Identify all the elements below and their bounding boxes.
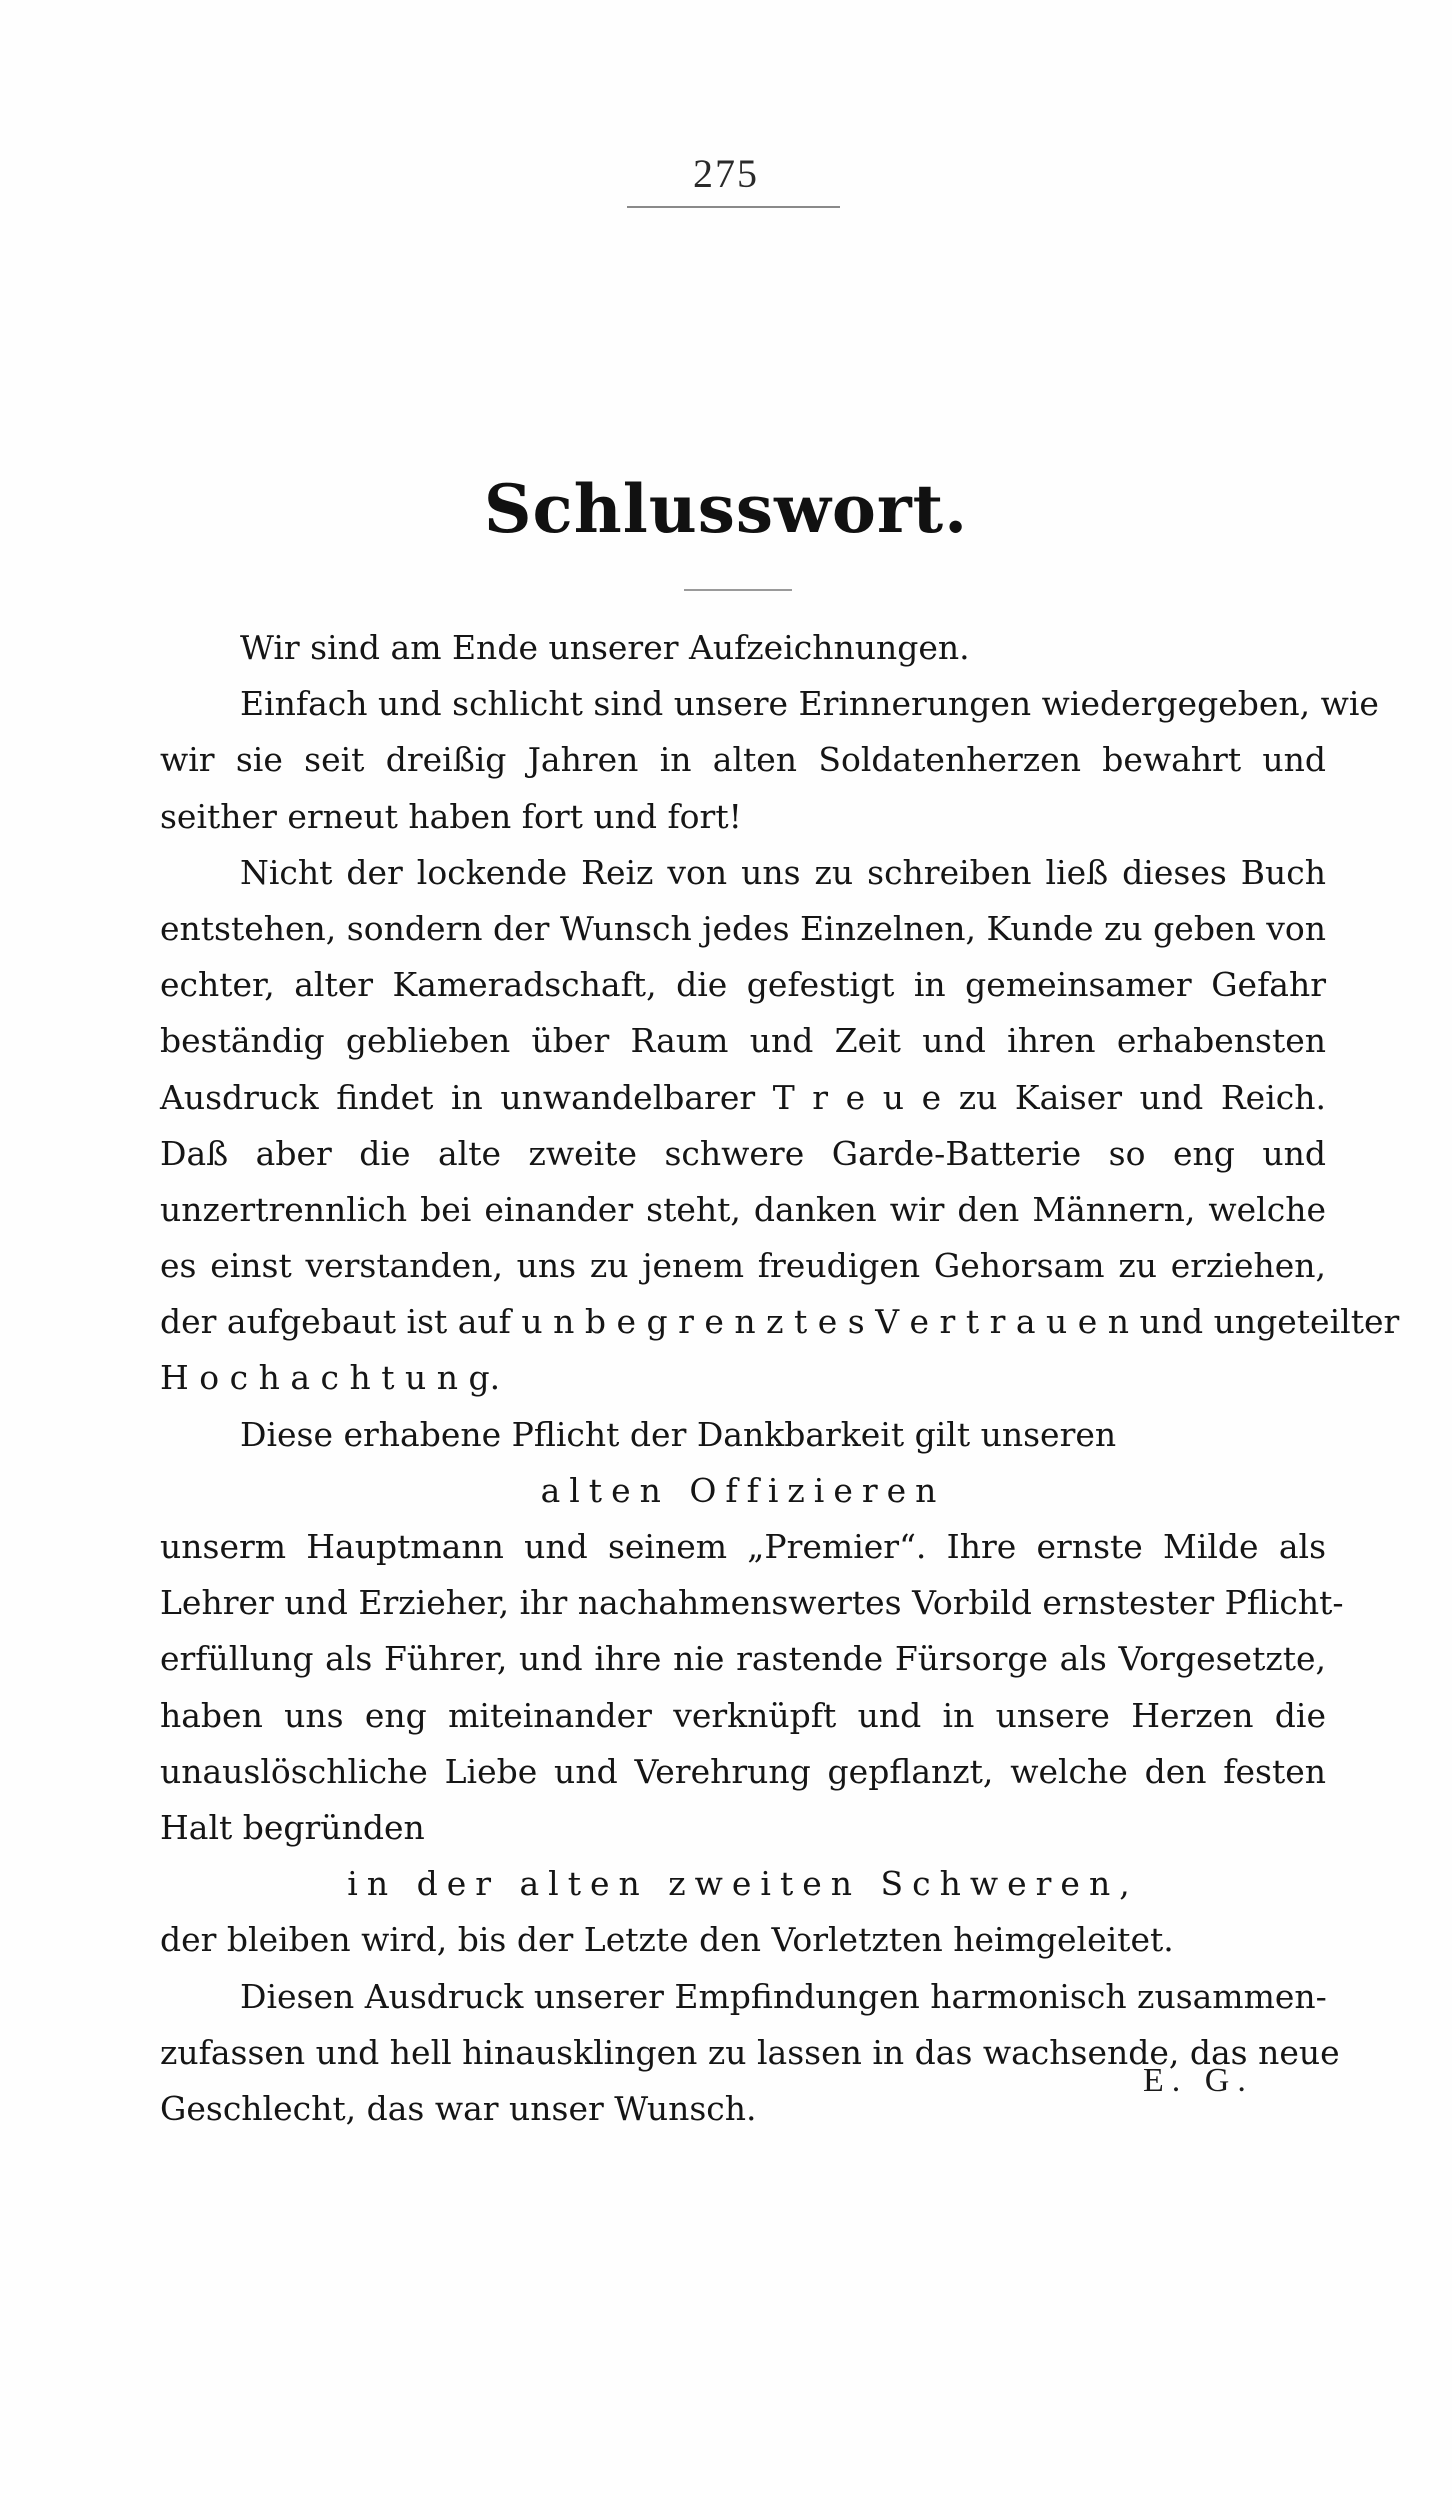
- text-line: Daß aber die alte zweite schwere Garde-Batterie so eng und: [160, 1133, 1326, 1173]
- text-line: wir sie seit dreißig Jahren in alten Soldatenherzen bewahrt und: [160, 740, 1326, 780]
- text-line: echter, alter Kameradschaft, die gefestigt in gemeinsamer Gefahr: [160, 965, 1326, 1005]
- text-line: Ausdruck findet in unwandelbarer T r e u e zu Kaiser und Reich.: [160, 1077, 1326, 1117]
- author-signature: E. G.: [1143, 2062, 1254, 2099]
- title-rule: [684, 589, 792, 591]
- text-line: H o c h a c h t u n g.: [160, 1358, 501, 1398]
- text-line: Halt begründen: [160, 1807, 425, 1847]
- text-line: Wir sind am Ende unserer Aufzeichnungen.: [240, 628, 970, 667]
- text-line: beständig geblieben über Raum und Zeit und ihren erhabensten: [160, 1021, 1326, 1061]
- page-number: 275: [693, 151, 759, 196]
- emphasized-line: alten Offizieren: [540, 1470, 946, 1510]
- header-rule: [627, 206, 840, 208]
- text-line: seither erneut haben fort und fort!: [160, 796, 742, 836]
- text-line: Lehrer und Erzieher, ihr nachahmenswertes Vorbild ernstester Pflicht-: [160, 1583, 1344, 1623]
- text-line: der aufgebaut ist auf u n b e g r e n z t e s V e r t r a u e n und ungeteilter: [160, 1302, 1400, 1342]
- body-text: [160, 620, 1400, 2137]
- text-line: haben uns eng miteinander verknüpft und in unsere Herzen die: [160, 1695, 1326, 1735]
- text-line: unauslöschliche Liebe und Verehrung gepflanzt, welche den festen: [160, 1751, 1326, 1791]
- emphasized-line: in der alten zweiten Schweren,: [347, 1864, 1139, 1904]
- text-line: entstehen, sondern der Wunsch jedes Einzelnen, Kunde zu geben von: [160, 908, 1326, 948]
- text-line: Diese erhabene Pflicht der Dankbarkeit gilt unseren: [240, 1414, 1117, 1454]
- text-line: erfüllung als Führer, und ihre nie rastende Fürsorge als Vorgesetzte,: [160, 1639, 1326, 1679]
- text-line: unserm Hauptmann und seinem „Premier“. Ihre ernste Milde als: [160, 1527, 1326, 1566]
- text-line: zufassen und hell hinausklingen zu lassen in das wachsende, das neue: [160, 2032, 1340, 2072]
- text-line: Diesen Ausdruck unserer Empfindungen harmonisch zusammen-: [240, 1976, 1327, 2016]
- text-line: Nicht der lockende Reiz von uns zu schreiben ließ dieses Buch: [240, 852, 1326, 892]
- text-line: Einfach und schlicht sind unsere Erinnerungen wiedergegeben, wie: [240, 684, 1379, 724]
- text-line: es einst verstanden, uns zu jenem freudigen Gehorsam zu erziehen,: [160, 1246, 1326, 1286]
- text-line: der bleiben wird, bis der Letzte den Vorletzten heimgeleitet.: [160, 1920, 1174, 1960]
- text-line: unzertrennlich bei einander steht, danken wir den Männern, welche: [160, 1189, 1326, 1229]
- chapter-title: Schlusswort.: [483, 470, 969, 548]
- text-line: Geschlecht, das war unser Wunsch.: [160, 2088, 757, 2128]
